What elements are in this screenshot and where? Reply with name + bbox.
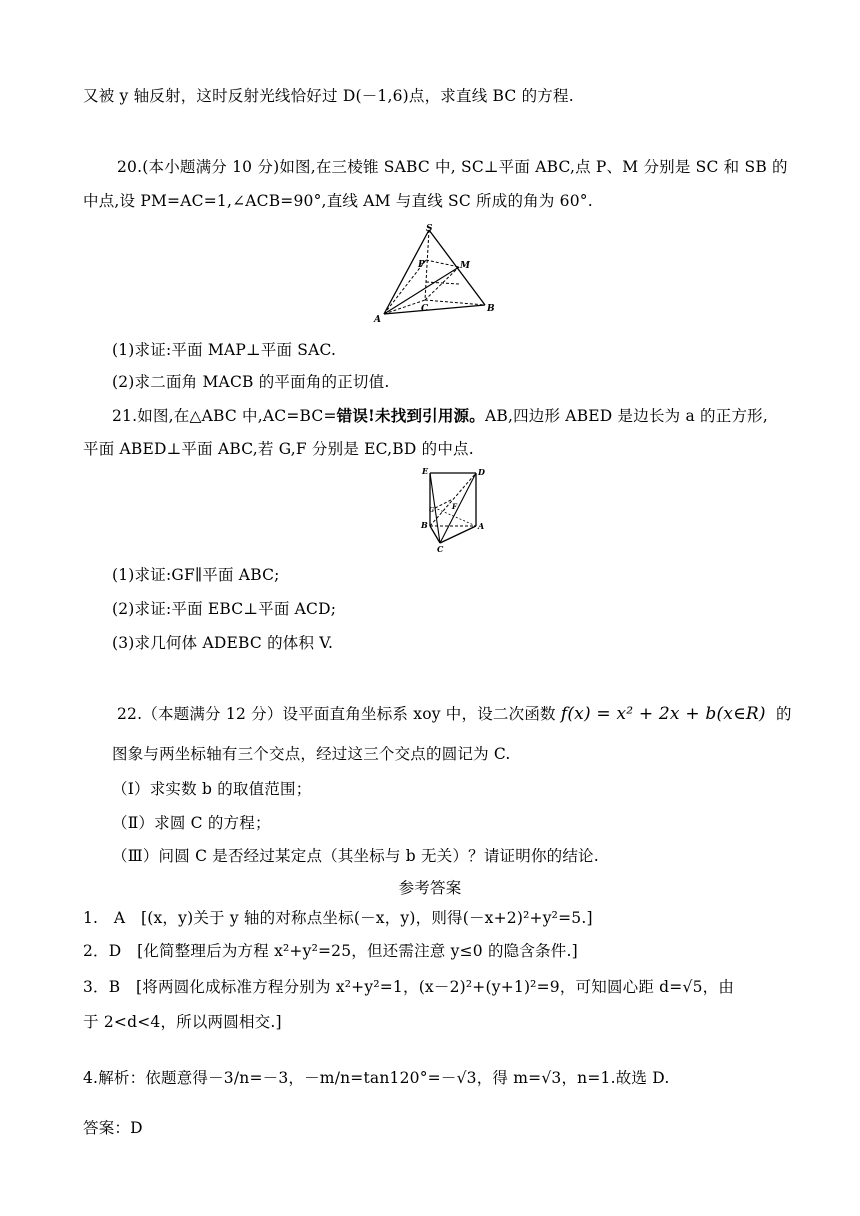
q22-part2: （Ⅱ）求圆 C 的方程；: [112, 814, 271, 832]
label-s: S: [426, 224, 433, 234]
answer-4-final: 答案：D: [83, 1119, 143, 1137]
label-e: E: [422, 466, 429, 476]
label-p: P: [418, 260, 425, 270]
q21-line1: [112, 404, 768, 426]
answer-1: 1. A [(x，y)关于 y 轴的对称点坐标(－x，y)，则得(－x+2)²+y²=5.]: [83, 909, 593, 927]
q20-part2: (2)求二面角 MACB 的平面角的正切值.: [112, 373, 390, 391]
label-m: M: [460, 261, 470, 271]
q20-line2: 中点,设 PM=AC=1,∠ACB=90°,直线 AM 与直线 SC 所成的角为 60°.: [83, 192, 593, 210]
label-d: D: [478, 467, 485, 477]
label-a2: A: [478, 521, 485, 531]
label-c2: C: [437, 544, 444, 554]
reference-error-text: 错误!未找到引用源。: [336, 406, 485, 425]
label-a: A: [374, 315, 381, 324]
q22-line1-pre: 22.（本题满分 12 分）设平面直角坐标系 xoy 中，设二次函数: [117, 705, 556, 723]
answer-4: 4.解析：依题意得－3/n=－3，－m/n=tan120°=－√3，得 m=√3，n=1.故选 D.: [83, 1069, 670, 1087]
q21-part3: (3)求几何体 ADEBC 的体积 V.: [112, 634, 334, 652]
q22-part3: （Ⅲ）问圆 C 是否经过某定点（其坐标与 b 无关）？请证明你的结论.: [112, 847, 599, 865]
q20-part1: (1)求证:平面 MAP⊥平面 SAC.: [112, 341, 337, 359]
q21-part1: (1)求证:GF∥平面 ABC;: [112, 566, 280, 584]
label-g: G: [429, 507, 435, 514]
q19-tail: 又被 y 轴反射，这时反射光线恰好过 D(－1,6)点，求直线 BC 的方程.: [83, 87, 574, 105]
q22-line2: 图象与两坐标轴有三个交点，经过这三个交点的圆记为 C.: [112, 745, 511, 763]
q22-line1-post: 的: [775, 705, 792, 723]
q22-line1: [117, 702, 792, 724]
cube-figure: [418, 466, 490, 554]
answer-3-line1: 3．B [将两圆化成标准方程分别为 x²+y²=1，(x－2)²+(y+1)²=9，可知圆心距 d=√5，由: [83, 978, 735, 996]
q22-part1: （Ⅰ）求实数 b 的取值范围；: [112, 780, 312, 798]
label-b: B: [487, 304, 495, 314]
q22-formula: f(x) = x² + 2x + b(x∈R): [560, 704, 766, 724]
label-b2: B: [421, 520, 428, 530]
label-f: F: [452, 502, 457, 511]
answers-heading: 参考答案: [398, 879, 462, 897]
q20-line1: 20.(本小题满分 10 分)如图,在三棱锥 SABC 中, SC⊥平面 ABC,点 P、M 分别是 SC 和 SB 的: [117, 158, 788, 176]
q21-line2: 平面 ABED⊥平面 ABC,若 G,F 分别是 EC,BD 的中点.: [83, 440, 474, 458]
pyramid-figure: [370, 222, 496, 324]
q21-line1-pre: 21.如图,在△ABC 中,AC=BC=: [112, 407, 337, 425]
answer-3-line2: 于 2<d<4，所以两圆相交.]: [83, 1013, 282, 1031]
answer-2: 2．D [化简整理后为方程 x²+y²=25，但还需注意 y≤0 的隐含条件.]: [83, 942, 578, 960]
label-c: C: [421, 304, 429, 314]
q21-line1-post: AB,四边形 ABED 是边长为 a 的正方形,: [484, 407, 768, 425]
q21-part2: (2)求证:平面 EBC⊥平面 ACD;: [112, 600, 337, 618]
